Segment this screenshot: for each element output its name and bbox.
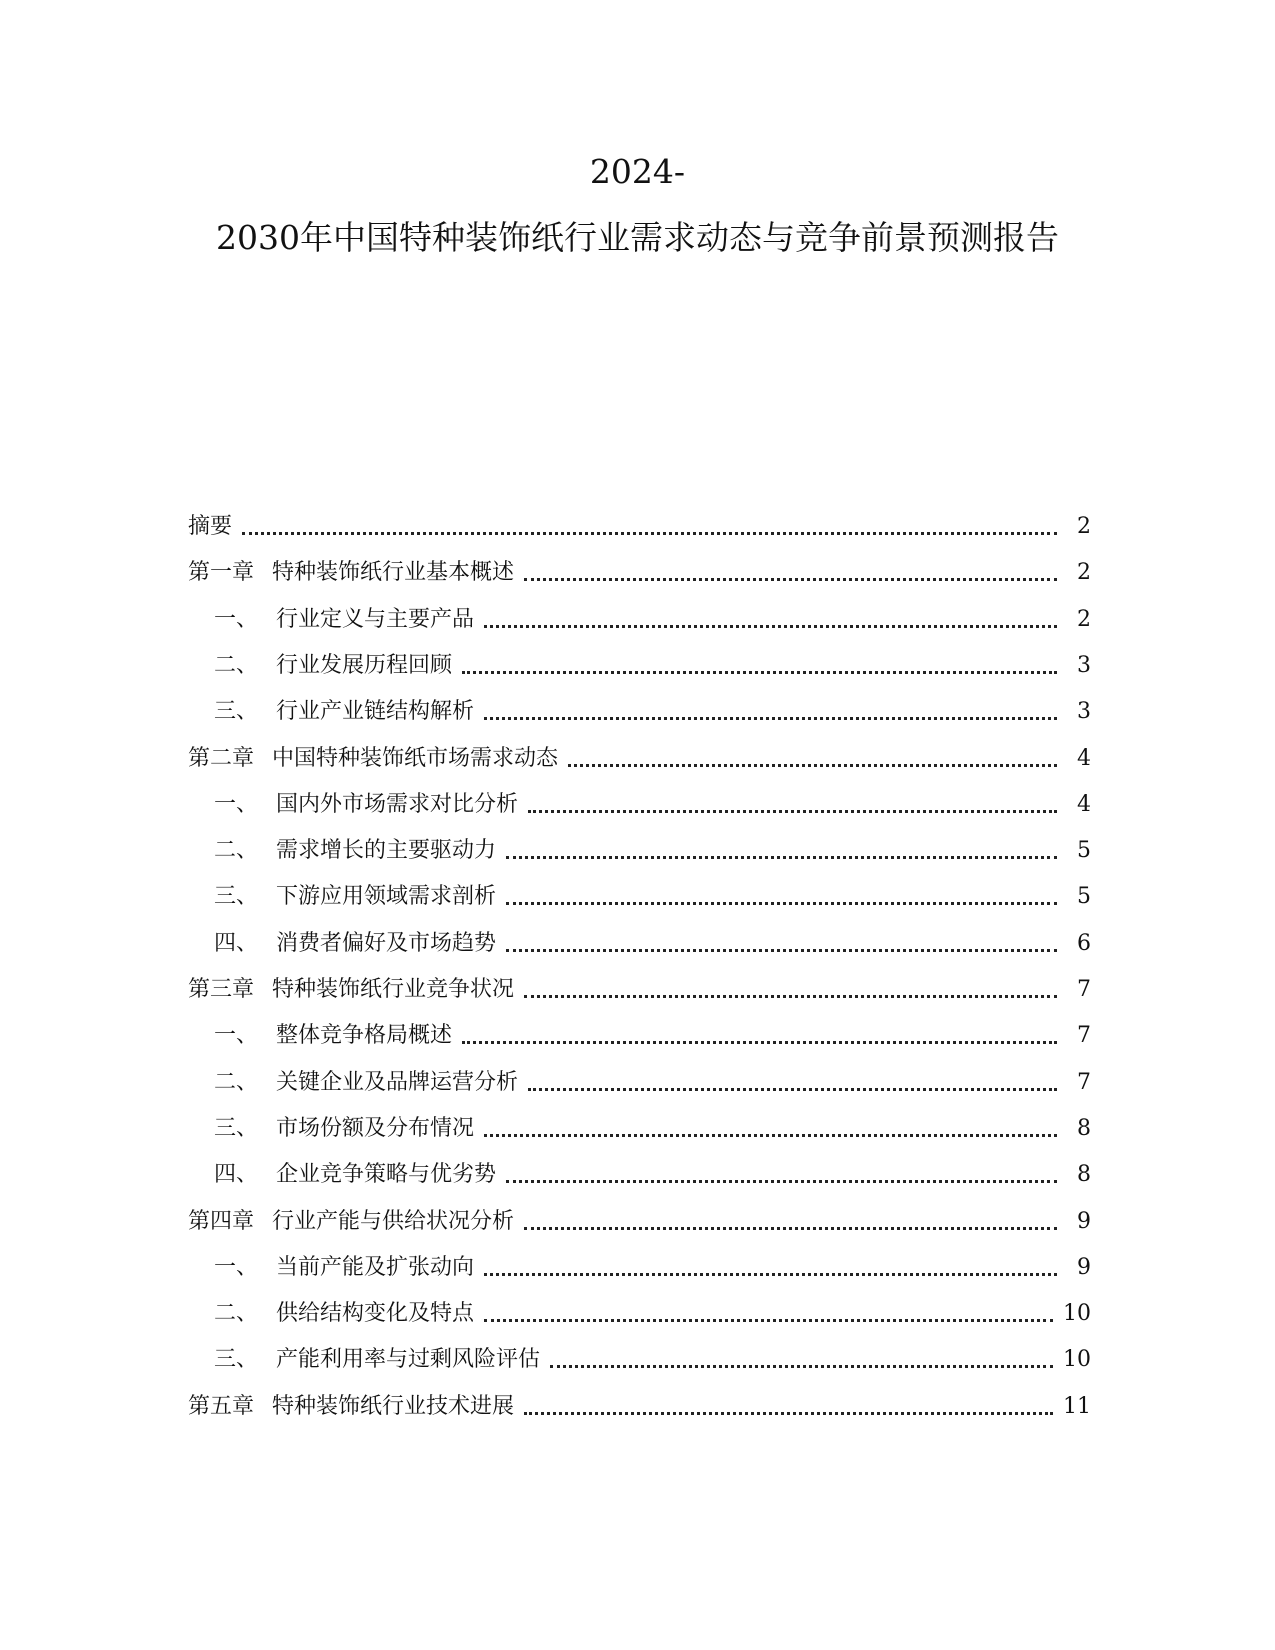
- toc-dot-leader: [484, 1134, 1057, 1137]
- toc-page-number: 8: [1077, 1115, 1091, 1141]
- toc-entry-title: 特种装饰纸行业技术进展: [272, 1393, 515, 1419]
- toc-page-number: 3: [1077, 652, 1091, 678]
- toc-entry-number: 三、: [214, 1347, 259, 1373]
- toc-page-number: 10: [1063, 1347, 1091, 1373]
- toc-entry-text: [188, 929, 496, 959]
- toc-page-number: 10: [1063, 1301, 1091, 1327]
- toc-entry-number: 二、: [214, 1301, 259, 1327]
- toc-entry-number: 一、: [214, 1254, 259, 1280]
- toc-entry-number: 二、: [214, 1069, 259, 1095]
- toc-page-number: 11: [1063, 1393, 1091, 1419]
- toc-dot-leader: [462, 671, 1057, 674]
- toc-entry-text: [188, 512, 232, 542]
- toc-page-number: 8: [1077, 1162, 1091, 1188]
- toc-section-entry[interactable]: [188, 645, 1091, 681]
- toc-entry-title: 下游应用领域需求剖析: [276, 884, 497, 910]
- toc-page-number: 9: [1077, 1208, 1091, 1234]
- toc-entry-title: 摘要: [188, 514, 233, 539]
- toc-entry-text: [188, 1253, 474, 1283]
- toc-entry-text: [188, 1021, 452, 1051]
- toc-dot-leader: [484, 717, 1057, 720]
- document-title-line-1: 2024-: [589, 152, 686, 191]
- toc-dot-leader: [484, 1319, 1053, 1322]
- toc-section-entry[interactable]: [188, 691, 1091, 727]
- toc-dot-leader: [506, 902, 1057, 905]
- toc-page-number: 5: [1077, 884, 1091, 910]
- toc-entry-text: [188, 1299, 474, 1329]
- toc-entry-text: [188, 790, 518, 820]
- toc-page-number: 7: [1077, 977, 1091, 1002]
- toc-page-number: 2: [1077, 514, 1091, 539]
- toc-page-number: 5: [1077, 838, 1091, 864]
- toc-entry-title: 特种装饰纸行业竞争状况: [272, 977, 515, 1002]
- toc-entry-number: 四、: [214, 930, 259, 956]
- toc-page-number: 2: [1077, 560, 1091, 586]
- toc-entry-title: 行业产业链结构解析: [276, 699, 475, 725]
- toc-entry-text: [188, 558, 514, 588]
- toc-dot-leader: [462, 1041, 1057, 1044]
- toc-entry-title: 关键企业及品牌运营分析: [276, 1069, 519, 1095]
- toc-entry-number: 第一章: [188, 560, 255, 586]
- toc-section-entry[interactable]: [188, 599, 1091, 635]
- toc-page-number: 9: [1077, 1254, 1091, 1280]
- document-title-line-2: 2030年中国特种装饰纸行业需求动态与竞争前景预测报告: [216, 218, 1059, 257]
- toc-chapter-entry[interactable]: [188, 1201, 1091, 1237]
- toc-section-entry[interactable]: [188, 784, 1091, 820]
- toc-entry-text: [188, 1207, 514, 1237]
- toc-section-entry[interactable]: [188, 830, 1091, 866]
- toc-entry-text: [188, 1114, 474, 1144]
- toc-dot-leader: [242, 532, 1057, 535]
- toc-entry-title: 供给结构变化及特点: [276, 1301, 475, 1327]
- toc-entry-title: 当前产能及扩张动向: [276, 1254, 475, 1280]
- toc-page-number: 6: [1077, 930, 1091, 956]
- toc-entry-text: [188, 882, 496, 912]
- toc-page-number: 7: [1077, 1069, 1091, 1095]
- toc-entry-text: [188, 836, 496, 866]
- toc-section-entry[interactable]: [188, 1015, 1091, 1051]
- toc-entry-title: 需求增长的主要驱动力: [276, 838, 497, 864]
- toc-page-number: 3: [1077, 699, 1091, 725]
- toc-dot-leader: [524, 1227, 1057, 1230]
- toc-dot-leader: [524, 578, 1057, 581]
- toc-dot-leader: [484, 1273, 1057, 1276]
- toc-chapter-entry[interactable]: [188, 969, 1091, 1005]
- toc-entry-title: 消费者偏好及市场趋势: [276, 930, 497, 956]
- toc-entry-number: 三、: [214, 1115, 259, 1141]
- toc-dot-leader: [506, 1180, 1057, 1183]
- toc-chapter-entry[interactable]: [188, 506, 1091, 542]
- toc-dot-leader: [568, 764, 1057, 767]
- toc-dot-leader: [506, 949, 1057, 952]
- toc-entry-title: 市场份额及分布情况: [276, 1115, 475, 1141]
- toc-entry-number: 一、: [214, 1023, 259, 1049]
- toc-page-number: 4: [1077, 745, 1091, 771]
- toc-page-number: 2: [1077, 606, 1091, 632]
- toc-entry-text: [188, 1345, 540, 1375]
- toc-page-number: 7: [1077, 1023, 1091, 1049]
- toc-entry-number: 一、: [214, 606, 259, 632]
- toc-entry-number: 二、: [214, 838, 259, 864]
- toc-entry-number: 二、: [214, 652, 259, 678]
- toc-page-number: 4: [1077, 791, 1091, 817]
- toc-dot-leader: [550, 1365, 1053, 1368]
- toc-entry-title: 产能利用率与过剩风险评估: [276, 1347, 541, 1373]
- toc-entry-number: 第四章: [188, 1208, 255, 1234]
- toc-dot-leader: [524, 995, 1057, 998]
- toc-entry-title: 行业发展历程回顾: [276, 652, 453, 678]
- toc-dot-leader: [528, 810, 1057, 813]
- toc-entry-text: [188, 605, 474, 635]
- toc-section-entry[interactable]: [188, 1062, 1091, 1098]
- toc-entry-number: 三、: [214, 699, 259, 725]
- toc-entry-number: 三、: [214, 884, 259, 910]
- toc-entry-text: [188, 1160, 496, 1190]
- toc-section-entry[interactable]: [188, 1339, 1091, 1375]
- toc-section-entry[interactable]: [188, 1293, 1091, 1329]
- toc-dot-leader: [528, 1088, 1057, 1091]
- toc-entry-title: 行业产能与供给状况分析: [272, 1208, 515, 1234]
- toc-entry-text: [188, 744, 558, 774]
- toc-dot-leader: [484, 625, 1057, 628]
- toc-chapter-entry[interactable]: [188, 738, 1091, 774]
- toc-dot-leader: [506, 856, 1057, 859]
- toc-section-entry[interactable]: [188, 1154, 1091, 1190]
- toc-entry-title: 整体竞争格局概述: [276, 1023, 453, 1049]
- toc-chapter-entry[interactable]: [188, 552, 1091, 588]
- toc-entry-text: [188, 1068, 518, 1098]
- toc-entry-text: [188, 651, 452, 681]
- toc-section-entry[interactable]: [188, 1108, 1091, 1144]
- toc-entry-text: [188, 697, 474, 727]
- toc-entry-number: 第五章: [188, 1393, 255, 1419]
- toc-entry-title: 企业竞争策略与优劣势: [276, 1162, 497, 1188]
- toc-entry-title: 行业定义与主要产品: [276, 606, 475, 632]
- toc-entry-number: 第二章: [188, 745, 255, 771]
- toc-entry-number: 四、: [214, 1162, 259, 1188]
- toc-entry-title: 国内外市场需求对比分析: [276, 791, 519, 817]
- toc-dot-leader: [524, 1412, 1053, 1415]
- toc-entry-number: 第三章: [188, 977, 255, 1002]
- toc-section-entry[interactable]: [188, 876, 1091, 912]
- toc-section-entry[interactable]: [188, 923, 1091, 959]
- toc-entry-text: [188, 1392, 514, 1422]
- toc-entry-text: [188, 975, 514, 1005]
- toc-section-entry[interactable]: [188, 1247, 1091, 1283]
- toc-entry-title: 特种装饰纸行业基本概述: [272, 560, 515, 586]
- toc-entry-number: 一、: [214, 791, 259, 817]
- toc-chapter-entry[interactable]: [188, 1386, 1091, 1422]
- toc-entry-title: 中国特种装饰纸市场需求动态: [272, 745, 559, 771]
